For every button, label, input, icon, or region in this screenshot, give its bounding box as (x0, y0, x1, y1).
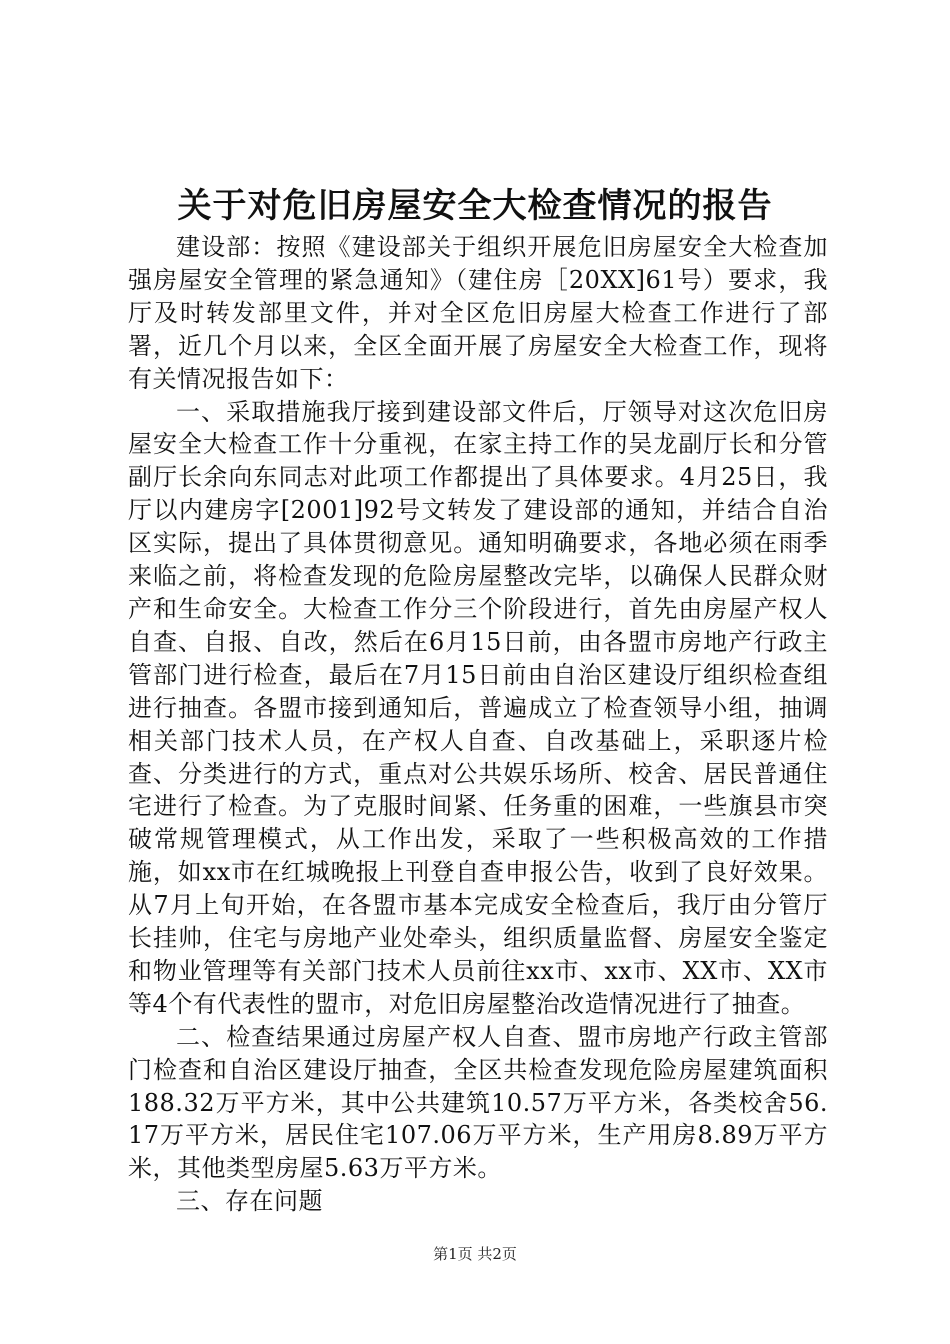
paragraph-problems-heading: 三、存在问题 (176, 1187, 323, 1216)
paragraph-measures: 一、采取措施我厅接到建设部文件后，厅领导对这次危旧房屋安全大检查工作十分重视，在家主持工作的吴龙副厅长和分管副厅长余向东同志对此项工作都提出了具体要求。4月25日，我厅以内建房字[2001]92号文转发了建设部的通知，并结合自治区实际，提出了具体贯彻意见。通知明确要求，各地必须在雨季来临之前，将检查发现的危险房屋整改完毕，以确保人民群众财产和生命安全。大检查工作分三个阶段进行，首先由房屋产权人自查、自报、自改，然后在6月15日前，由各盟市房地产行政主管部门进行检查，最后在7月15日前由自治区建设厅组织检查组进行抽查。各盟市接到通知后，普遍成立了检查领导小组，抽调相关部门技术人员，在产权人自查、自改基础上，采职逐片检查、分类进行的方式，重点对公共娱乐场所、校舍、居民普通住宅进行了检查。为了克服时间紧、任务重的困难，一些旗县市突破常规管理模式，从工作出发，采取了一些积极高效的工作措施，如xx市在红城晚报上刊登自查申报公告，收到了良好效果。从7月上旬开始，在各盟市基本完成安全检查后，我厅由分管厅长挂帅，住宅与房地产业处牵头，组织质量监督、房屋安全鉴定和物业管理等有关部门技术人员前往xx市、xx市、XX市、XX市等4个有代表性的盟市，对危旧房屋整治改造情况进行了抽查。 (128, 397, 828, 1018)
paragraph-intro: 建设部：按照《建设部关于组织开展危旧房屋安全大检查加强房屋安全管理的紧急通知》（建住房［20XX]61号）要求，我厅及时转发部里文件，并对全区危旧房屋大检查工作进行了部署，近几个月以来，全区全面开展了房屋安全大检查工作，现将有关情况报告如下： (128, 233, 828, 393)
document-body (128, 231, 828, 1218)
document-title: 关于对危旧房屋安全大检查情况的报告 (177, 186, 773, 226)
paragraph-results: 二、检查结果通过房屋产权人自查、盟市房地产行政主管部门检查和自治区建设厅抽查，全区共检查发现危险房屋建筑面积188.32万平方米，其中公共建筑10.57万平方米，各类校舍56.17万平方米，居民住宅107.06万平方米，生产用房8.89万平方米，其他类型房屋5.63万平方米。 (128, 1022, 828, 1183)
page-footer: 第1页 共2页 (433, 1245, 517, 1263)
